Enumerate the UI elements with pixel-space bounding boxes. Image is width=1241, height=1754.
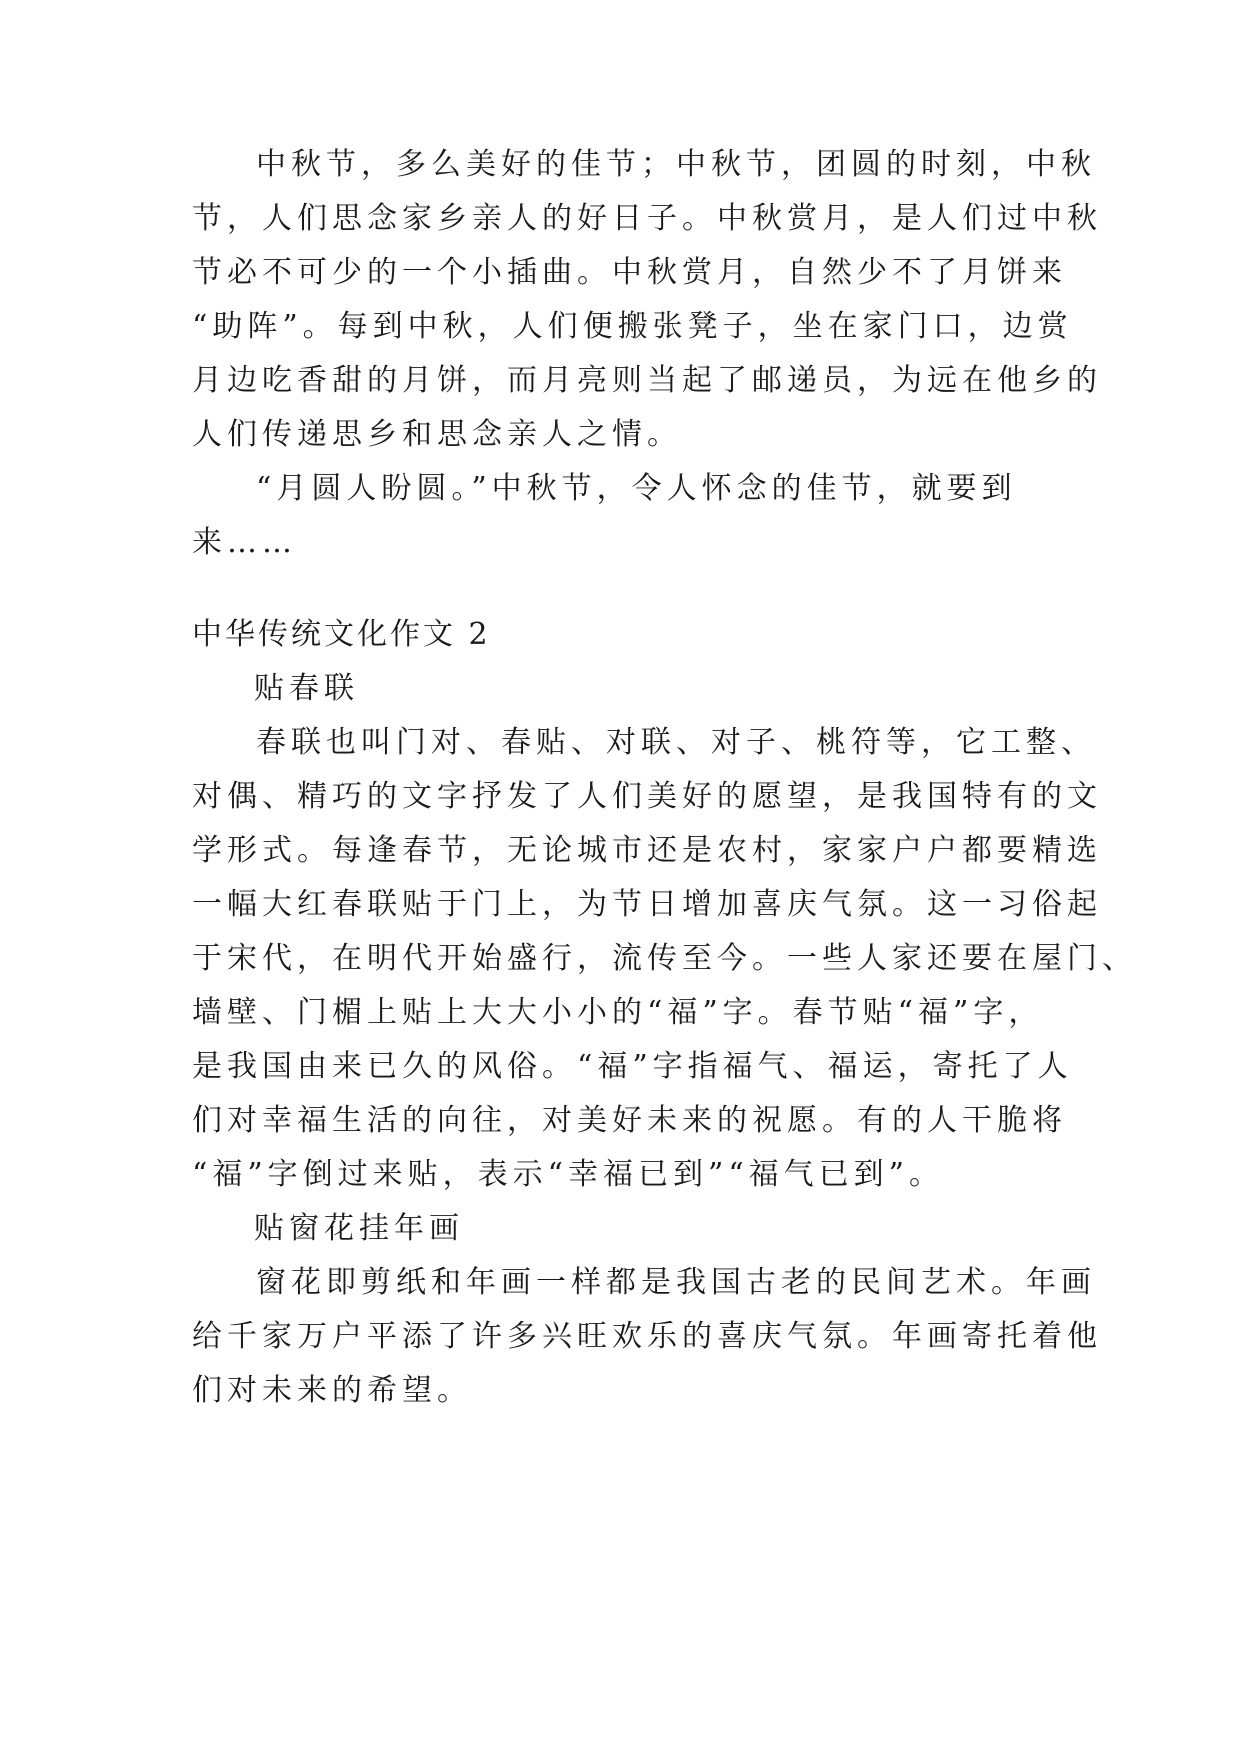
paragraph-line: 月边吃香甜的月饼，而月亮则当起了邮递员，为远在他乡的 <box>192 363 1102 398</box>
paragraph-line: 春联也叫门对、春贴、对联、对子、桃符等，它工整、 <box>256 725 1096 760</box>
paragraph-line: 人们传递思乡和思念亲人之情。 <box>192 417 682 452</box>
paragraph-moon-reunion <box>192 471 1052 564</box>
subheading-window-flowers <box>192 1211 1052 1254</box>
paragraph-line: 学形式。每逢春节，无论城市还是农村，家家户户都要精选 <box>192 833 1102 868</box>
paragraph-line: “福”字倒过来贴，表示“幸福已到”“福气已到”。 <box>192 1157 945 1192</box>
paragraph-line: 节，人们思念家乡亲人的好日子。中秋赏月，是人们过中秋 <box>192 201 1102 236</box>
paragraph-line: 墙壁、门楣上贴上大大小小的“福”字。春节贴“福”字， <box>192 995 1044 1030</box>
paragraph-line: 是我国由来已久的风俗。“福”字指福气、福运，寄托了人 <box>192 1049 1073 1084</box>
paragraph-spring-couplets <box>192 725 1137 1198</box>
paragraph-line: 们对幸福生活的向往，对美好未来的祝愿。有的人干脆将 <box>192 1103 1067 1138</box>
paragraph-line: 们对未来的希望。 <box>192 1373 472 1408</box>
paragraph-line: 来…… <box>192 525 297 560</box>
paragraph-line: 于宋代，在明代开始盛行，流传至今。一些人家还要在屋门、 <box>192 941 1137 976</box>
section-title-text: 中华传统文化作文 2 <box>192 617 491 652</box>
paragraph-window-flowers <box>192 1265 1102 1418</box>
paragraph-mid-autumn <box>192 147 1102 452</box>
paragraph-line: 给千家万户平添了许多兴旺欢乐的喜庆气氛。年画寄托着他 <box>192 1319 1102 1354</box>
paragraph-line: 节必不可少的一个小插曲。中秋赏月，自然少不了月饼来 <box>192 255 1067 290</box>
section-title <box>192 617 1052 660</box>
subheading-text: 贴春联 <box>254 671 359 706</box>
subheading-spring-couplets <box>192 671 1052 714</box>
paragraph-line: “月圆人盼圆。”中秋节，令人怀念的佳节，就要到 <box>256 471 1017 506</box>
paragraph-line: 窗花即剪纸和年画一样都是我国古老的民间艺术。年画 <box>256 1265 1096 1300</box>
paragraph-line: “助阵”。每到中秋，人们便搬张凳子，坐在家门口，边赏 <box>192 309 1073 344</box>
paragraph-line: 一幅大红春联贴于门上，为节日增加喜庆气氛。这一习俗起 <box>192 887 1102 922</box>
paragraph-line: 对偶、精巧的文字抒发了人们美好的愿望，是我国特有的文 <box>192 779 1102 814</box>
subheading-text: 贴窗花挂年画 <box>254 1211 464 1246</box>
paragraph-line: 中秋节，多么美好的佳节；中秋节，团圆的时刻，中秋 <box>256 147 1096 182</box>
